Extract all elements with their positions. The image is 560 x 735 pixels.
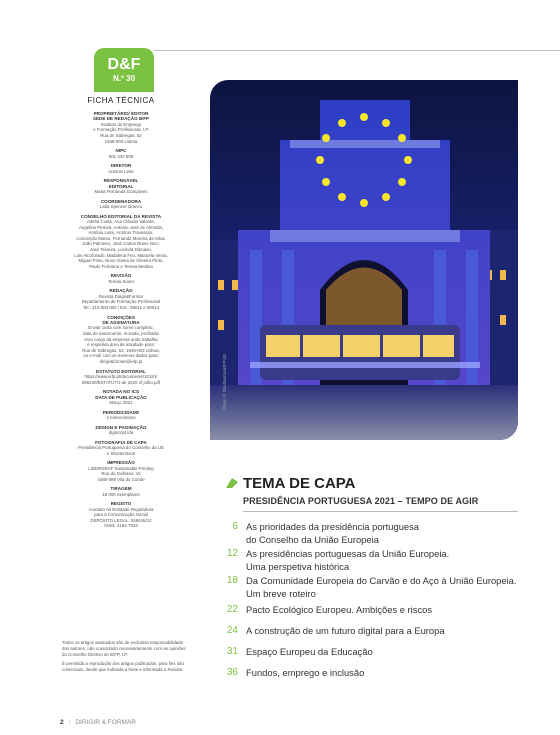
ficha-section [62, 440, 180, 457]
top-rule [154, 50, 560, 51]
ficha-section [62, 460, 180, 482]
logo-brand: D&F [107, 56, 141, 73]
ficha-section-title: ESTATUTO EDITORIAL [96, 368, 146, 374]
legal-note-2: É permitida a reprodução dos artigos publicados, para fins não comerciais, desde que indicada a fonte e informada a Revista. [62, 661, 185, 673]
toc-item-title: Fundos, emprego e inclusão [246, 667, 365, 678]
toc-page-number: 6 [232, 521, 238, 532]
ficha-section-body: 18 000 exemplares [102, 491, 140, 497]
tema-subtitle: PRESIDÊNCIA PORTUGUESA 2021 – TEMPO DE AGIR [243, 496, 479, 506]
toc-item-title: As prioridades da presidência portuguesa do Conselho da União Europeia [246, 521, 420, 545]
toc-page-number: 24 [226, 625, 238, 636]
ficha-section-body: Instituto do Emprego e Formação Profissional, I.P. Rua de Xabregas, 52 1949-003 Lisboa [93, 121, 149, 144]
ficha-section-body: Maria Fernanda Gonçalves [94, 189, 148, 194]
ficha-section [62, 214, 180, 270]
ficha-section-body: Enviar carta com nome completo, data de nascimento, morada, profissão e/ou cargo da empresa onde trabalha e respetiva área de atividade para: Rua de Xabregas, 52, 1949-003 Lisboa, ou e-mail com os mesmos dados para: dirigir&formar@iefp.pt [82, 325, 160, 364]
ficha-section [62, 163, 180, 174]
subtitle-rule [243, 511, 518, 512]
ficha-section [62, 178, 180, 194]
ficha-section-title: REVISÃO [110, 273, 132, 279]
ficha-section [62, 369, 180, 386]
ficha-section-title: CONDIÇÕES DE ASSINATURA [102, 314, 140, 325]
ficha-section-body: LIDERGRAF Sustainable Printing Rua do Galhano, 15 4480-089 Vila do Conde [88, 465, 154, 482]
toc-page-number: 36 [226, 667, 238, 678]
ficha-tecnica [62, 94, 180, 533]
toc-item-title: As presidências portuguesas da União Europeia. Uma perspetiva histórica [246, 548, 450, 572]
ficha-section-title: DIRETOR [110, 163, 132, 169]
ficha-section-title: COORDENADORA [100, 198, 142, 204]
magazine-name: DIRIGIR & FORMAR [75, 719, 136, 726]
ficha-section-body: 501 442 600 [108, 153, 134, 159]
toc-item-title: Espaço Europeu da Educação [246, 646, 373, 657]
cover-photo [210, 80, 518, 440]
tema-title: TEMA DE CAPA [243, 475, 356, 492]
ficha-section [62, 501, 180, 529]
ficha-section [62, 288, 180, 310]
ficha-section-body: Lídia Spencer Branco [99, 204, 143, 209]
ficha-section-title: PERIODICIDADE [102, 409, 140, 415]
toc-item-title: A construção de um futuro digital para a Europa [246, 625, 445, 636]
ficha-section-title: PROPRIETÁRIO/ EDITOR SEDE DE REDAÇÃO IEFP [92, 111, 150, 122]
ficha-section-title: DESIGN E PAGINAÇÃO [95, 424, 147, 430]
toc-item-title: Da Comunidade Europeia do Carvão e do Aço à União Europeia. Um breve roteiro [246, 575, 517, 599]
page-number: 2 [60, 719, 64, 726]
ficha-section-body: Adélia Costa, Ana Cláudia Valente, Angelina Pereira, António José de Almeida, António Leite, António Travassos, Conceição Matos, Fernando Moreira da Silva, João Palmeiro, José Carlos Bravo Nico, José Teixeira, Lucinda Dâmaso, Luís Alcoforado, Madalena Feu, Manuela Vieira, Miguel Pinto, Nuno Gama de Oliveira Pinto, Paulo Feliciano e Teresa Medina [74, 219, 168, 269]
legal-note-1: Todos os artigos assinados são de exclusiva responsabilidade dos autores, não coincidindo necessariamente com as opiniões do Conselho Diretivo do IEFP, I.P. [62, 640, 186, 657]
ficha-section [62, 273, 180, 284]
ficha-sections [62, 111, 180, 529]
page-footer: 2 | DIRIGIR & FORMAR [60, 719, 136, 726]
ficha-section-title: TIRAGEM [110, 486, 132, 492]
ficha-section-title: REDAÇÃO [109, 288, 133, 294]
ficha-section-body: Março 2021 [109, 399, 133, 405]
ficha-section-title: RESPONSÁVEL EDITORIAL [103, 178, 139, 189]
ficha-section-title: FOTOGRAFIA DE CAPA [95, 439, 147, 445]
ficha-section-body: Presidência Portuguesa do Conselho da UE e Shutterstock [78, 444, 164, 456]
toc-page-number: 31 [226, 646, 238, 657]
ficha-section [62, 486, 180, 497]
ficha-section [62, 389, 180, 405]
toc-item-title: Pacto Ecológico Europeu. Ambições e riscos [246, 604, 433, 615]
ficha-title: FICHA TÉCNICA [87, 96, 155, 105]
legal-notes [62, 640, 186, 677]
ficha-section-title: CONSELHO EDITORIAL DA REVISTA [80, 213, 162, 219]
toc-page-number: 12 [226, 548, 238, 559]
ficha-section-title: IMPRESSÃO [107, 460, 135, 466]
ficha-section [62, 425, 180, 436]
ficha-section [62, 199, 180, 210]
leaf-icon [226, 478, 238, 488]
ficha-section-body: Teresa Souto [108, 278, 134, 284]
toc-page-number: 22 [226, 604, 238, 615]
arch-illustration [210, 80, 518, 440]
ficha-section-title: REGISTO [110, 501, 132, 507]
ficha-section-body: Revista Dirigir&Formar Departamento de Formação Profissional Tel.: 215 803 000 / Ext.: 90011 e 90014 [81, 293, 161, 310]
issue-number: N.º 30 [112, 74, 136, 83]
photo-credit [222, 330, 232, 410]
ficha-section-title: NIPC [115, 148, 127, 154]
ficha-section-body: Anotado na Entidade Reguladora para a Comunicação Social DEPÓSITO LEGAL: 348445/12 ISSN: 2182-7532 [88, 506, 154, 529]
photo-credit-text: Photo © Shutterstock/PPUE [222, 353, 227, 410]
ficha-section-body: 4 números/ano [106, 414, 136, 420]
ficha-section [62, 315, 180, 365]
ficha-section-body: António Leite [108, 168, 134, 174]
ficha-section [62, 148, 180, 159]
ficha-section-body: digiscript.lda [108, 429, 134, 435]
ficha-section-title: NOTADA NO ICS DATA DE PUBLICAÇÃO [95, 389, 147, 400]
ficha-section [62, 111, 180, 144]
magazine-logo [94, 48, 154, 92]
toc-page-number: 18 [226, 575, 238, 586]
ficha-section-body: https://www.iefp.pt/documents/10181/ 696230/ESTATUTO de 2020 of julho.pdf [81, 373, 161, 385]
ficha-section [62, 410, 180, 421]
